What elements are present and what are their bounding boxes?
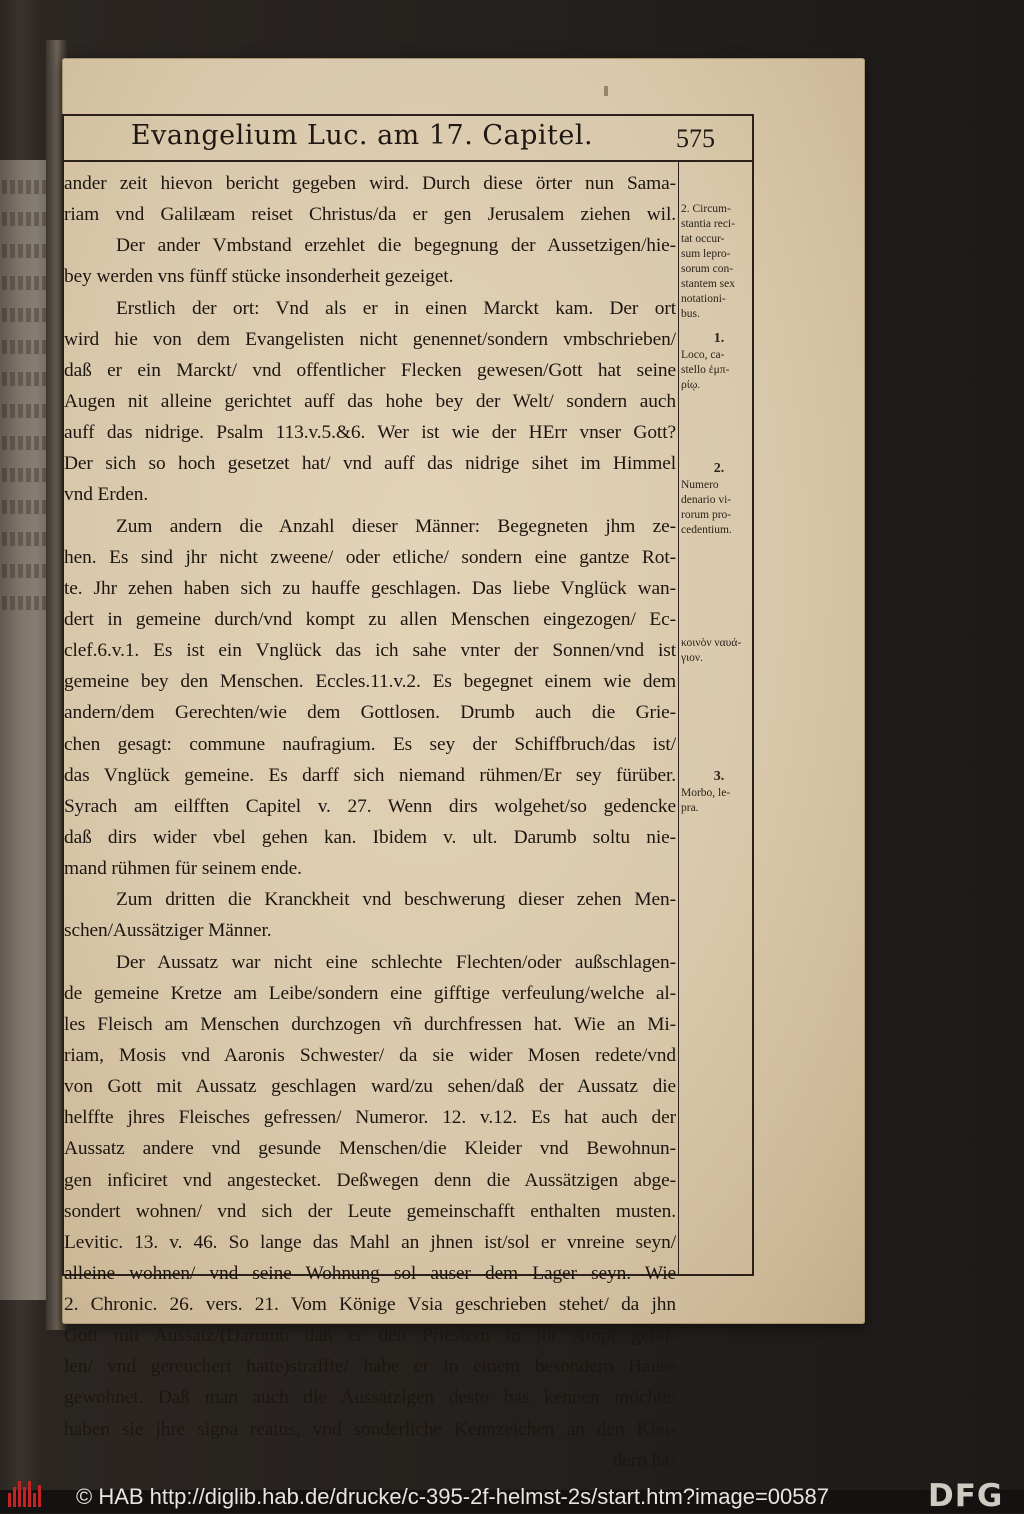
main-text-block — [64, 168, 676, 1476]
text-line: riam, Mosis vnd Aaronis Schwester/ da sie wider Mosen redete/vnd — [64, 1044, 676, 1066]
margin-note-line: Morbo, le- — [681, 787, 731, 799]
running-header-title: Evangelium Luc. am 17. Capitel. — [130, 120, 594, 151]
text-line: Syrach am eilfften Capitel v. 27. Wenn dirs wolgehet/so gedencke — [64, 795, 676, 817]
margin-note-line: Numero — [681, 479, 719, 491]
text-line: Der ander Vmbstand erzehlet die begegnung der Aussetzigen/hie- — [116, 235, 676, 257]
margin-note-line: stantem sex — [681, 278, 735, 290]
text-line: gewohnet. Daß man auch die Aussätzigen desto bas kennen möchte/ — [64, 1387, 676, 1409]
margin-note-line: stello ἐμπ- — [681, 364, 730, 376]
text-line: ander zeit hievon bericht gegeben wird. Durch diese örter nun Sama- — [64, 173, 676, 194]
text-line: te. Jhr zehen haben sich zu hauffe geschlagen. Das liebe Vnglück wan- — [64, 577, 676, 599]
margin-note-line: pra. — [681, 802, 699, 814]
text-line: vnd Erden. — [64, 484, 149, 506]
margin-note-line: 2. Circum- — [681, 203, 731, 215]
margin-note-numero — [681, 460, 757, 538]
text-line: mand rühmen für seinem ende. — [64, 858, 302, 880]
text-line: sondert wohnen/ vnd sich der Leute gemeinschafft enthalten musten. — [64, 1200, 676, 1222]
text-line: andern/dem Gerechten/wie dem Gottlosen. Drumb auch die Grie- — [64, 702, 676, 724]
margin-note-line: stantia reci- — [681, 218, 735, 230]
margin-note-line: γιον. — [681, 652, 704, 664]
text-line: gen inficiret vnd angestecket. Deßwegen denn die Aussätzigen abge- — [64, 1169, 676, 1191]
text-line: chen gesagt: commune naufragium. Es sey der Schiffbruch/das ist/ — [64, 733, 676, 755]
adjacent-page-edge — [0, 160, 52, 1300]
text-line: Erstlich der ort: Vnd als er in einen Marckt kam. Der ort — [116, 297, 676, 319]
margin-note-line: ρίῳ. — [681, 379, 701, 391]
text-line: 2. Chronic. 26. vers. 21. Vom Könige Vsia geschrieben stehet/ da jhn — [64, 1294, 676, 1316]
footer-source-link[interactable]: © HAB http://diglib.hab.de/drucke/c-395-2f-helmst-2s/start.htm?image=00587 — [76, 1484, 829, 1509]
margin-note-circumstantia — [681, 202, 757, 322]
text-line: riam vnd Galilæam reiset Christus/da er gen Jerusalem ziehen wil. — [64, 204, 676, 226]
page-number: 575 — [676, 124, 715, 153]
text-line: das Vnglück gemeine. Es darff sich niemand rühmen/Er sey fürüber. — [64, 764, 676, 786]
text-line: helffte jhres Fleisches gefressen/ Numeror. 12. v.12. Es hat auch der — [64, 1107, 676, 1129]
text-line: bey werden vns fünff stücke insonderheit gezeiget. — [64, 266, 454, 288]
text-line: dert in gemeine durch/vnd kompt zu allen Menschen eingezogen/ Ec- — [64, 608, 676, 630]
text-line: len/ vnd gereuchert hatte)straffte/ habe er in einem besondern Hause — [64, 1356, 676, 1378]
text-line: daß er ein Marckt/ vnd offentlicher Flecken gewesen/Gott hat seine — [64, 359, 676, 381]
text-line: Aussatz andere vnd gesunde Menschen/die Kleider vnd Bewohnun- — [64, 1138, 676, 1160]
hab-logo-icon — [8, 1481, 42, 1507]
margin-note-line: sorum con- — [681, 263, 734, 275]
margin-note-number: 2. — [713, 461, 725, 476]
text-line: Augen nit alleine gerichtet auff das hohe bey der Welt/ sondern auch — [64, 390, 676, 412]
text-line: wird hie von dem Evangelisten nicht genennet/sondern vmbschrieben/ — [64, 328, 676, 350]
margin-note-loco — [681, 330, 757, 393]
text-line: gemeine bey den Menschen. Eccles.11.v.2. Es begegnet einem wie dem — [64, 671, 676, 693]
text-line: Der Aussatz war nicht eine schlechte Flechten/oder außschlagen- — [116, 951, 676, 973]
text-line: schen/Aussätziger Männer. — [64, 920, 272, 942]
catchword-line: dern ha- — [612, 1449, 676, 1471]
text-line: auff das nidrige. Psalm 113.v.5.&6. Wer ist wie der HErr vnser Gott? — [64, 422, 676, 444]
margin-note-line: cedentium. — [681, 524, 732, 536]
margin-note-greek — [681, 636, 757, 666]
text-line: Der sich so hoch gesetzet hat/ vnd auff das nidrige sihet im Himmel — [64, 453, 676, 475]
text-line: hen. Es sind jhr nicht zweene/ oder etliche/ sondern eine gantze Rot- — [64, 546, 676, 568]
margin-note-line: denario vi- — [681, 494, 732, 506]
margin-note-line: Loco, ca- — [681, 349, 725, 361]
margin-note-line: bus. — [681, 308, 700, 320]
text-line: alleine wohnen/ vnd seine Wohnung sol auser dem Lager seyn. Wie — [64, 1262, 676, 1284]
margin-note-line: sum lepro- — [681, 248, 731, 260]
text-line: clef.6.v.1. Es ist ein Vnglück das ich sahe vnter der Sonnen/vnd ist — [64, 640, 676, 662]
text-line: de gemeine Kretze am Leibe/sondern eine gifftige verfeulung/welche al- — [64, 982, 676, 1004]
margin-note-line: rorum pro- — [681, 509, 732, 521]
margin-note-line: tat occur- — [681, 233, 725, 245]
text-line: daß dirs wider vbel gehen kan. Ibidem v. ult. Darumb soltu nie- — [64, 826, 676, 848]
margin-note-number: 1. — [713, 331, 725, 346]
text-line: les Fleisch am Menschen durchzogen vñ durchfressen hat. Wie an Mi- — [64, 1013, 676, 1035]
text-line: von Gott mit Aussatz geschlagen ward/zu sehen/daß der Aussatz die — [64, 1076, 676, 1098]
text-line: Gott mit Aussatz/(Darumb daß er den Priestern in jhr Ampt gefal- — [64, 1325, 676, 1347]
dfg-logo: DFG — [928, 1478, 1004, 1514]
margin-note-line: notationi- — [681, 293, 726, 305]
margin-column-divider — [678, 160, 679, 1276]
margin-note-morbo — [681, 768, 757, 816]
margin-note-number: 3. — [713, 769, 725, 784]
printer-mark — [604, 86, 608, 96]
header-rule — [62, 160, 754, 162]
margin-note-line: κοινὸν ναυά- — [681, 637, 742, 649]
text-line: Zum andern die Anzahl dieser Männer: Begegneten jhm ze- — [116, 515, 676, 537]
text-line: Zum dritten die Kranckheit vnd beschwerung dieser zehen Men- — [116, 889, 676, 911]
text-line: haben sie jhre signa reatus, vnd sonderliche Kennzeichen an den Klei- — [64, 1418, 676, 1440]
text-line: Levitic. 13. v. 46. So lange das Mahl an jhnen ist/sol er vnreine seyn/ — [64, 1231, 676, 1253]
